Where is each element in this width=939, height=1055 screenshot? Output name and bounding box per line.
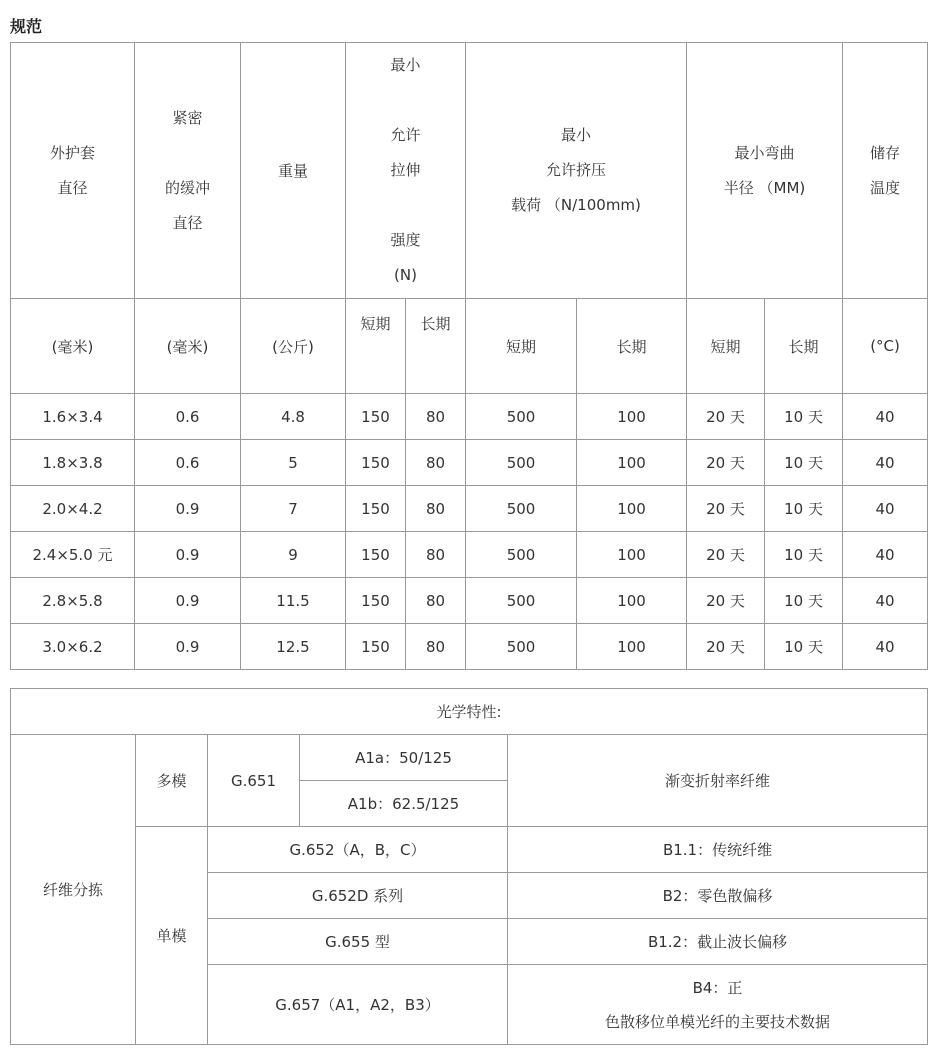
cell-bend-short: 20 天: [687, 624, 765, 670]
cell-tensile-short: 150: [346, 624, 406, 670]
cell-outer-diameter: 1.6×3.4: [11, 394, 135, 440]
header-text: 允许: [390, 126, 421, 144]
header-text: 最小弯曲: [734, 143, 795, 162]
cell-bend-long: 10 天: [765, 578, 843, 624]
cell-tensile-short: 150: [346, 532, 406, 578]
cell-storage-temp: 40: [843, 394, 928, 440]
header-text: 直径: [172, 213, 203, 232]
header-storage-temp: [843, 43, 928, 299]
header-text: 温度: [870, 178, 901, 197]
cell-tensile-short: 150: [346, 440, 406, 486]
header-text: 拉伸: [390, 161, 421, 179]
description-line: B4：正: [692, 978, 743, 997]
cell-weight: 11.5: [241, 578, 346, 624]
unit-storage: (°C): [843, 299, 928, 394]
cell-bend-long: 10 天: [765, 624, 843, 670]
optical-properties-table: [10, 688, 928, 1045]
cell-storage-temp: 40: [843, 486, 928, 532]
table-row: [11, 486, 928, 532]
cell-bend-short: 20 天: [687, 486, 765, 532]
cell-tensile-long: 80: [406, 440, 466, 486]
table-row: [11, 394, 928, 440]
header-text: 强度: [390, 231, 421, 249]
cell-tensile-long: 80: [406, 624, 466, 670]
cell-weight: 5: [241, 440, 346, 486]
specification-table: [10, 42, 928, 670]
cell-weight: 4.8: [241, 394, 346, 440]
cell-buffer-diameter: 0.6: [135, 440, 241, 486]
page-title: 规范: [10, 17, 43, 36]
header-text: 最小: [561, 126, 592, 144]
optical-title: 光学特性:: [11, 689, 928, 735]
cell-buffer-diameter: 0.9: [135, 486, 241, 532]
cell-crush-short: 500: [466, 394, 577, 440]
cell-storage-temp: 40: [843, 624, 928, 670]
cell-tensile-long: 80: [406, 532, 466, 578]
spacer: [135, 136, 240, 171]
cell-buffer-diameter: 0.9: [135, 578, 241, 624]
cell-storage-temp: 40: [843, 440, 928, 486]
description-line: 色散移位单模光纤的主要技术数据: [605, 1012, 831, 1031]
unit-outer-diameter: (毫米): [11, 299, 135, 394]
header-text: 紧密: [172, 108, 203, 127]
cell-bend-short: 20 天: [687, 394, 765, 440]
table-row: [11, 532, 928, 578]
cell-bend-long: 10 天: [765, 532, 843, 578]
header-text: 半径 （MM): [723, 178, 806, 197]
singlemode-label: 单模: [136, 827, 208, 1045]
header-text: 直径: [57, 178, 88, 197]
optical-title-row: [11, 689, 928, 735]
fiber-category: 纤维分拣: [11, 735, 136, 1045]
cell-crush-long: 100: [577, 624, 687, 670]
cell-crush-short: 500: [466, 440, 577, 486]
cell-tensile-short: 150: [346, 394, 406, 440]
cell-tensile-long: 80: [406, 394, 466, 440]
header-buffer-diameter: [135, 43, 241, 299]
cell-crush-short: 500: [466, 578, 577, 624]
multimode-description: 渐变折射率纤维: [508, 735, 928, 827]
header-crush-load: [466, 43, 687, 299]
unit-weight: (公斤): [241, 299, 346, 394]
header-text: 允许挤压: [546, 161, 607, 179]
singlemode-description: B1.1：传统纤维: [508, 827, 928, 873]
cell-crush-short: 500: [466, 532, 577, 578]
cell-outer-diameter: 3.0×6.2: [11, 624, 135, 670]
cell-bend-long: 10 天: [765, 394, 843, 440]
cell-storage-temp: 40: [843, 532, 928, 578]
singlemode-description: B2：零色散偏移: [508, 873, 928, 919]
singlemode-row: [11, 827, 928, 873]
cell-buffer-diameter: 0.9: [135, 624, 241, 670]
cell-tensile-long: 80: [406, 486, 466, 532]
cell-outer-diameter: 2.0×4.2: [11, 486, 135, 532]
header-text: 储存: [870, 143, 901, 162]
table-row: [11, 578, 928, 624]
header-weight: 重量: [241, 43, 346, 299]
header-bend-radius: [687, 43, 843, 299]
cell-weight: 9: [241, 532, 346, 578]
cell-outer-diameter: 2.4×5.0 元: [11, 532, 135, 578]
unit-crush-short: 短期: [466, 299, 577, 394]
cell-crush-long: 100: [577, 578, 687, 624]
cell-bend-short: 20 天: [687, 440, 765, 486]
header-outer-diameter: [11, 43, 135, 299]
unit-bend-long: 长期: [765, 299, 843, 394]
singlemode-standard: G.655 型: [208, 919, 508, 965]
cell-crush-long: 100: [577, 532, 687, 578]
cell-tensile-long: 80: [406, 578, 466, 624]
cell-crush-short: 500: [466, 486, 577, 532]
cell-bend-short: 20 天: [687, 532, 765, 578]
cell-outer-diameter: 1.8×3.8: [11, 440, 135, 486]
unit-buffer-diameter: (毫米): [135, 299, 241, 394]
header-text: 外护套: [49, 143, 95, 162]
multimode-standard: G.651: [208, 735, 300, 827]
header-text: 的缓冲: [164, 178, 210, 197]
singlemode-standard: G.652（A，B，C）: [208, 827, 508, 873]
unit-row: [11, 299, 928, 394]
header-text: 最小: [390, 56, 421, 74]
multimode-label: 多模: [136, 735, 208, 827]
cell-outer-diameter: 2.8×5.8: [11, 578, 135, 624]
cell-crush-short: 500: [466, 624, 577, 670]
cell-tensile-short: 150: [346, 578, 406, 624]
header-text: (N): [394, 266, 417, 284]
multimode-a1b: A1b：62.5/125: [300, 781, 508, 827]
unit-bend-short: 短期: [687, 299, 765, 394]
cell-bend-long: 10 天: [765, 486, 843, 532]
singlemode-description: B1.2：截止波长偏移: [508, 919, 928, 965]
multimode-a1a: A1a：50/125: [300, 735, 508, 781]
cell-tensile-short: 150: [346, 486, 406, 532]
cell-bend-long: 10 天: [765, 440, 843, 486]
multimode-row: [11, 735, 928, 781]
unit-tensile-long: 长期: [406, 299, 466, 394]
unit-tensile-short: 短期: [346, 299, 406, 394]
spacer: [346, 83, 465, 118]
cell-bend-short: 20 天: [687, 578, 765, 624]
unit-crush-long: 长期: [577, 299, 687, 394]
cell-buffer-diameter: 0.6: [135, 394, 241, 440]
header-tensile-strength: [346, 43, 466, 299]
cell-crush-long: 100: [577, 486, 687, 532]
table-row: [11, 440, 928, 486]
singlemode-standard: G.657（A1，A2，B3）: [208, 965, 508, 1045]
header-row: [11, 43, 928, 299]
cell-weight: 7: [241, 486, 346, 532]
table-row: [11, 624, 928, 670]
singlemode-standard: G.652D 系列: [208, 873, 508, 919]
spacer: [346, 188, 465, 223]
singlemode-description: [508, 965, 928, 1045]
cell-crush-long: 100: [577, 394, 687, 440]
cell-weight: 12.5: [241, 624, 346, 670]
header-text: 载荷 （N/100mm): [511, 196, 641, 214]
cell-crush-long: 100: [577, 440, 687, 486]
cell-buffer-diameter: 0.9: [135, 532, 241, 578]
cell-storage-temp: 40: [843, 578, 928, 624]
